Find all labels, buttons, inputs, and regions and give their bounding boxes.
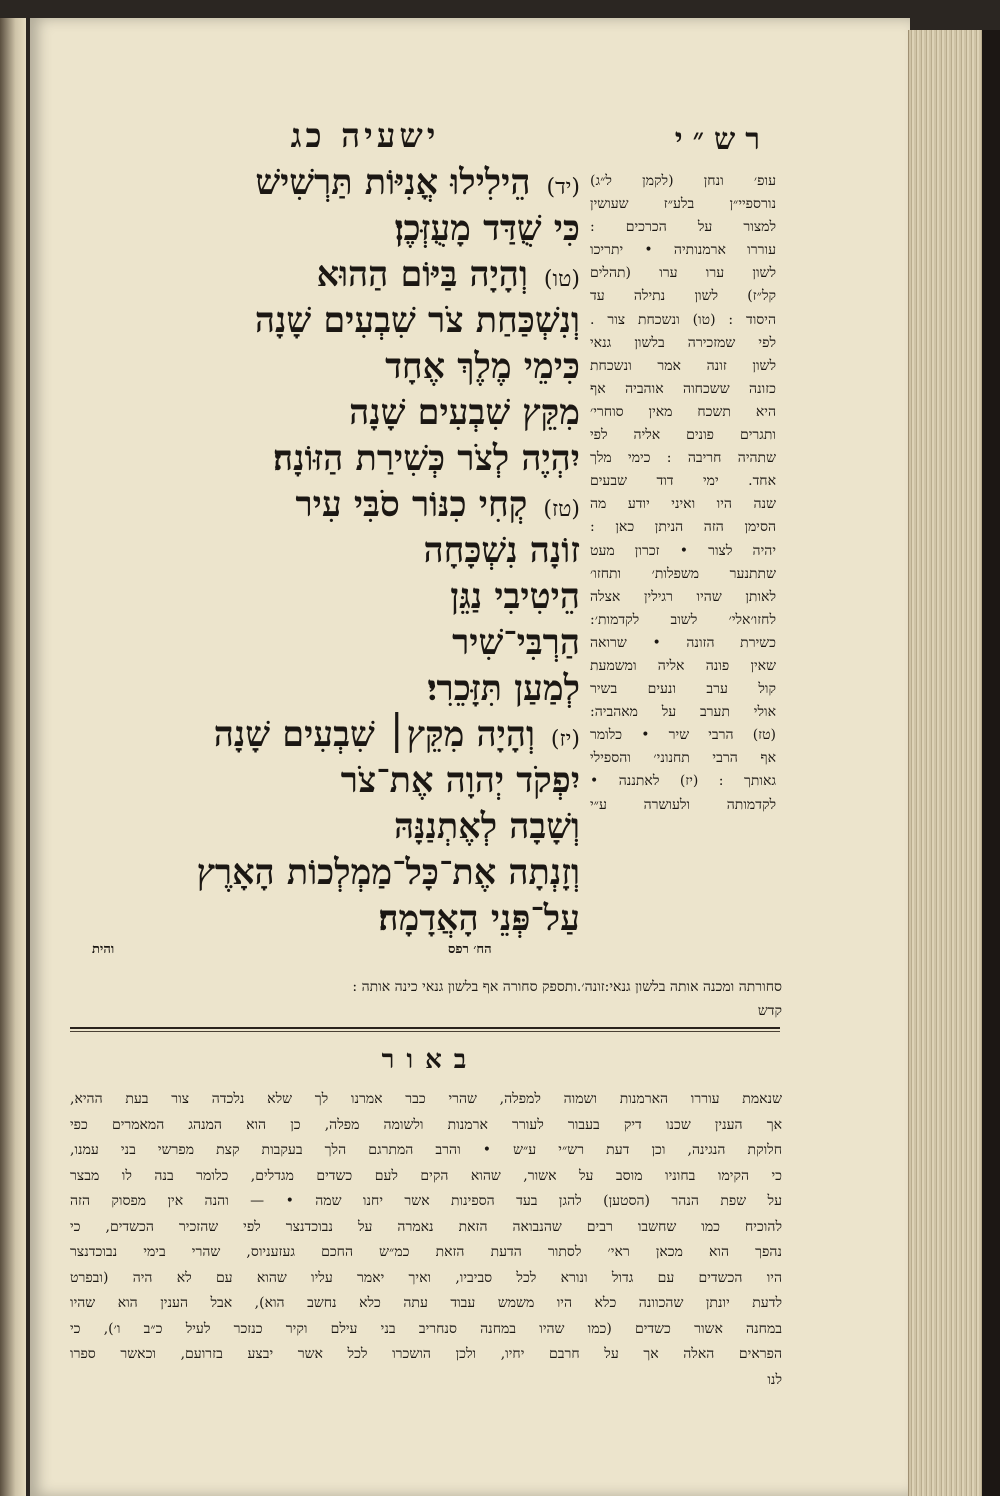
verse-line (60, 666, 580, 712)
commentary-line: שנה היו ואיני יודע מה (590, 496, 776, 513)
commentary-line: סחורתה ומכנה אותה בלשון גנאי:זונה׳.ותספק סחורה אף בלשון גנאי כינה אותה : (352, 979, 782, 995)
commentary-line: היסוד : (טו) ונשכחת צור . (590, 311, 776, 328)
biur-line: להוכיח כמו שחשבו רבים שהנבואה הזאת נאמרה על נבוכדנצר לפי שהזכיר הכשדים, כי (70, 1218, 782, 1235)
biur-line: חלוקת הנגינה, וכן דעת רש״י ע״ש • והרב המתרגם הלך בעקבות קצת מפרשי בני עמנו, (70, 1142, 782, 1158)
verse-text: וְזָנְתָה אֶת־כָּל־מַמְלְכוֹת הָאָרֶץ (196, 852, 580, 893)
commentary-line: לשון ערו ערו (תהלים (590, 265, 776, 282)
verse-line (60, 436, 580, 482)
commentary-line: אף הרבי תחנוני׳ והספילי (590, 750, 776, 767)
verse-line (60, 804, 580, 850)
biur-line: אך הענין שכנו דיק בעבור לעורר ארמנות ולשומה מפלה, כן הוא המנהג המאמרים כפי (70, 1116, 782, 1133)
verse-text: הֵילִילוּ אֳנִיּוֹת תַּרְשִׁישׁ (255, 162, 531, 203)
commentary-line: עופ׳ ונחן (לקמן ל״ג) (590, 173, 776, 189)
verse-line (60, 620, 580, 666)
biur-line: לדעת יונתן שהכוונה כלא היו משמש עבוד עתה כלא נחשב הוא), אבל הענין הוא שהיו (70, 1295, 782, 1311)
commentary-line: שתתנער משפלות׳ ותחזו׳ (590, 565, 776, 582)
commentary-line: יהיה לצור • זכרון מעט (590, 542, 776, 559)
commentary-line: אחד. ימי דוד שבעים (590, 473, 776, 490)
biur-commentary (70, 1087, 782, 1393)
verse-line (60, 160, 580, 206)
verse-text: יִהְיֶה לְצֹר כְּשִׁירַת הַזּוֹנָה׃ (272, 438, 580, 479)
verse-line (60, 896, 580, 942)
commentary-line: גאותך : (יז) לאתננה • (590, 773, 776, 790)
biur-line: הפראים האלה אך על חרבם יחיו, ולכן הושכרו לכל אשר יבצע בזרועם, וכאשר ספרו (70, 1346, 782, 1362)
commentary-line: שאין פונה אליה ומשמעת (590, 657, 776, 674)
verse-number: (טו) (543, 267, 580, 292)
verse-number: (טז) (543, 497, 580, 522)
verse-line (60, 574, 580, 620)
biur-line: לנו (767, 1371, 782, 1388)
commentary-line: לאותן שהיו רגילין אצלה (590, 588, 776, 605)
verse-text: לְמַעַן תִּזָּכֵרִי׃ (427, 668, 580, 709)
commentary-line: קול ערב ונעים בשיר (590, 681, 776, 698)
book-cover-edge (982, 30, 1000, 1496)
book-chapter-header: ישעיה כג (290, 116, 440, 155)
commentary-line: כזונה ששכחוה אוהביה אף (590, 380, 776, 397)
verse-line (60, 390, 580, 436)
commentary-line: קדש (757, 1003, 782, 1019)
verse-text: קְחִי כִנּוֹר סֹבִּי עִיר (295, 484, 528, 525)
commentary-line: עוררו ארמנותיה • יתריכו (590, 242, 776, 259)
scripture-column (60, 160, 580, 942)
verse-line (60, 850, 580, 896)
commentary-line: נורספיי״ן בלע״ז שעושין (590, 196, 776, 213)
commentary-line: לשון זונה אמר ונשכחת (590, 357, 776, 374)
verse-line (60, 298, 580, 344)
commentary-line: אולי תערב על מאהביה: (590, 704, 776, 721)
verse-text: זוֹנָה נִשְׁכָּחָה (423, 530, 580, 571)
verse-text: וְנִשְׁכַּחַת צֹר שִׁבְעִים שָׁנָה (254, 300, 580, 341)
commentary-line: הסימן הזה הניתן כאן : (590, 519, 776, 536)
verse-text: יִפְקֹד יְהוָה אֶת־צֹר (340, 760, 580, 801)
biur-line: במחנה אשור כשדים (כמו שהיו במחנה סנחריב בני עילם וקיר כנזכר לעיל כ״ב ו׳), כי (70, 1320, 782, 1337)
verse-line (60, 344, 580, 390)
verse-text: עַל־פְּנֵי הָאֲדָמָה׃ (378, 898, 580, 939)
commentary-line: (טז) הרבי שיר • כלומר (590, 727, 776, 744)
biur-line: נהפך הוא מכאן ראי׳ לסתור הדעת הזאת כמ״ש החכם געזעניוס, שהרי בימי נבוכדנצר (70, 1244, 782, 1260)
section-divider-thin (70, 1031, 780, 1032)
verse-line (60, 482, 580, 528)
verse-line (60, 252, 580, 298)
commentary-line: לפי שמזכירה בלשון גנאי (590, 334, 776, 351)
verse-text: וְשָׁבָה לְאֶתְנַנָּהּ (393, 806, 580, 847)
verse-text: כִּימֵי מֶלֶךְ אֶחָד (385, 346, 580, 387)
verse-line (60, 758, 580, 804)
verse-line (60, 528, 580, 574)
biur-line: שנאמת עוררו הארמנות ושמוה למפלה, שהרי כבר אמרנו לך שלא נלכדה צור בעת ההיא, (70, 1091, 782, 1107)
rashi-commentary-column (590, 170, 776, 817)
page-stack-edge (908, 30, 983, 1496)
verse-text: וְהָיָה מִקֵּץ׀ שִׁבְעִים שָׁנָה (213, 714, 535, 755)
commentary-line: כשירת הזונה • שרואה (590, 634, 776, 651)
verse-text: וְהָיָה בַּיּוֹם הַהוּא (316, 254, 528, 295)
catchword: והית (92, 942, 115, 957)
commentary-line: היא תשכח מאין סוחרי׳ (590, 403, 776, 420)
biur-line: על שפת הנהר (הסטען) להגן בעד הספינות אשר יחנו שמה • — והנה אין מפסוק הזה (70, 1193, 782, 1209)
commentary-line: למצור על הכרכים : (590, 219, 776, 236)
commentary-line: קל״ז) לשון נתילה עד (590, 288, 776, 305)
verse-line (60, 206, 580, 252)
biur-line: כי הקימו בחוניו מוסב על אשור, שהוא הקים לעם כשדים מגדלים, כלומר בנה לו מבצר (70, 1167, 782, 1184)
commentary-line: ותגרים פונים אליה לפי (590, 427, 776, 444)
verse-number: (יז) (550, 727, 580, 752)
verse-text: הֵיטִיבִי נַגֵּן (450, 576, 580, 617)
signature-mark: הח׳ רפס (448, 942, 492, 957)
commentary-line: לקדמותה ולעושרה ע״י (590, 796, 776, 813)
commentary-line: שתהיה חריבה : כימי מלך (590, 450, 776, 467)
biur-line: היו הכשדים עם גדול ונורא לכל סביביו, ואיך יאמר עליו שהוא עם לא היה (ובפרט (70, 1269, 782, 1286)
adjacent-page-edge (0, 18, 26, 1496)
commentary-line: לחזו׳אלי׳ לשוב לקדמות׳: (590, 611, 776, 628)
section-divider (70, 1027, 780, 1029)
rashi-header: רש״י (674, 122, 770, 157)
verse-number: (יד) (546, 175, 580, 200)
biur-heading: באור (381, 1045, 479, 1075)
rashi-continuation (92, 975, 782, 1023)
verse-text: כִּי שֻׁדַּד מָעֻזְּכֶן׃ (394, 208, 580, 249)
verse-text: הַרְבִּי־שִׁיר (452, 622, 580, 663)
verse-text: מִקֵּץ שִׁבְעִים שָׁנָה (349, 392, 580, 433)
verse-line (60, 712, 580, 758)
